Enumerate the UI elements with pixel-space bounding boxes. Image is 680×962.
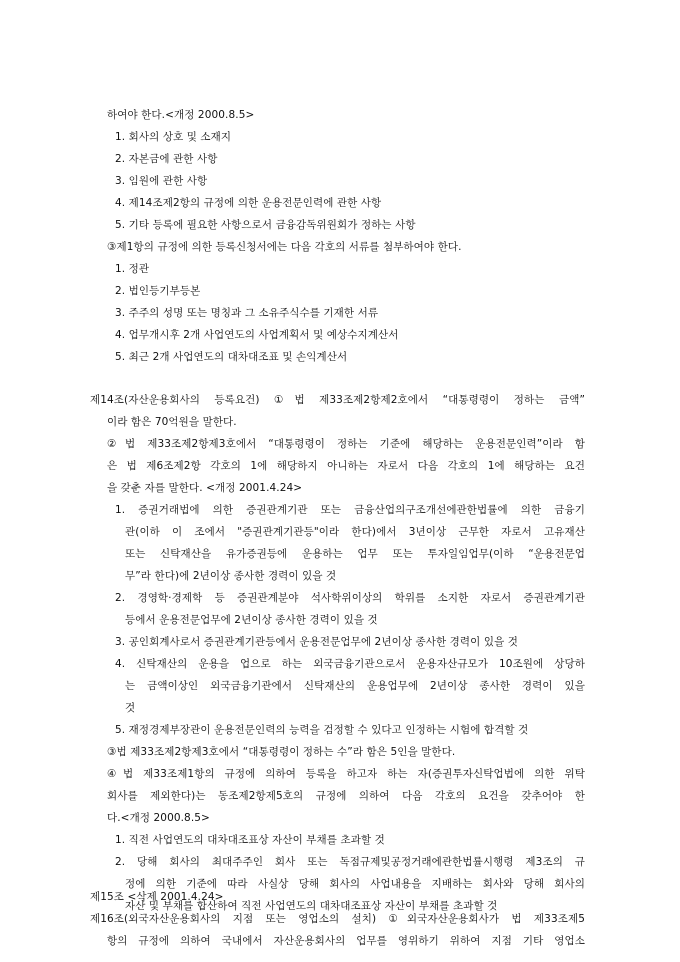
text-line: 관(이하 이 조에서 "증권관계기관등"이라 한다)에서 3년이상 근무한 자로서 고유재산 [125,526,585,538]
list-item: 5. 기타 등록에 필요한 사항으로서 금융감독위원회가 정하는 사항 [115,219,416,231]
list-item: 2. 당해 회사의 최대주주인 회사 또는 독점규제및공정거래에관한법률시행령 제3조의 규 [115,856,585,868]
text-line: 항의 규정에 의하여 국내에서 자산운용회사의 업무를 영위하기 위하여 지점 기타 영업소 [107,935,585,947]
text-line: 을 갖춘 자를 말한다. <개정 2001.4.24> [107,482,303,494]
text-line: 은 법 제6조제2항 각호의 1에 해당하지 아니하는 자로서 다음 각호의 1에 해당하는 요건 [107,460,586,472]
article-16-heading-line: 제16조(외국자산운용회사의 지점 또는 영업소의 설치) ①외국자산운용회사가 법 제33조제5 [90,913,585,925]
list-item: 4. 신탁재산의 운용을 업으로 하는 외국금융기관으로서 운용자산규모가 10조원에 상당하 [115,658,585,670]
list-item: 3. 임원에 관한 사항 [115,175,208,187]
list-item: 4. 제14조제2항의 규정에 의한 운용전문인력에 관한 사항 [115,197,382,209]
list-item: 4. 업무개시후 2개 사업연도의 사업계획서 및 예상수지계산서 [115,329,399,341]
list-item: 1. 회사의 상호 및 소재지 [115,131,232,143]
paragraph-line: ③제1항의 규정에 의한 등록신청서에는 다음 각호의 서류를 첨부하여야 한다. [107,241,462,253]
list-item: 2. 자본금에 관한 사항 [115,153,218,165]
article-15-line: 제15조 <삭제 2001.4.24> [90,891,224,903]
text-line: 무”라 한다)에 2년이상 종사한 경력이 있을 것 [125,570,337,582]
paragraph-line: ②법 제33조제2항제3호에서 “대통령령이 정하는 기준에 해당하는 운용전문인력”이라 함 [107,438,585,450]
list-item: 1. 직전 사업연도의 대차대조표상 자산이 부채를 초과할 것 [115,834,385,846]
list-item: 3. 주주의 성명 또는 명칭과 그 소유주식수를 기재한 서류 [115,307,379,319]
text-line: 하여야 한다.<개정 2000.8.5> [107,109,255,121]
text-line: 것 [125,702,136,714]
text-line: 정에 의한 기준에 따라 사실상 당해 회사의 사업내용을 지배하는 회사와 당해 회사의 [125,878,585,890]
text-line: 다.<개정 2000.8.5> [107,812,210,824]
list-item: 1. 정관 [115,263,150,275]
list-item: 1. 증권거래법에 의한 증권관계기관 또는 금융산업의구조개선에관한법률에 의한 금융기 [115,504,585,516]
list-item: 2. 법인등기부등본 [115,285,201,297]
text-line: 등에서 운용전문업무에 2년이상 종사한 경력이 있을 것 [125,614,378,626]
text-line: 는 금액이상인 외국금융기관에서 신탁재산의 운용업무에 2년이상 종사한 경력이 있을 [125,680,585,692]
list-item: 5. 재정경제부장관이 운용전문인력의 능력을 검정할 수 있다고 인정하는 시험에 합격할 것 [115,724,529,736]
list-item: 3. 공인회계사로서 증권관계기관등에서 운용전문업무에 2년이상 종사한 경력이 있을 것 [115,636,519,648]
text-line: 자산 및 부채를 합산하여 직전 사업연도의 대차대조표상 자산이 부채를 초과할 것 [125,900,498,912]
text-line: 또는 신탁재산을 유가증권등에 운용하는 업무 또는 투자일임업무(이하 “운용전문업 [125,548,585,560]
article-14-heading-line: 제14조(자산운용회사의 등록요건) ①법 제33조제2항제2호에서 “대통령령이 정하는 금액” [90,394,585,406]
paragraph-line: ③법 제33조제2항제3호에서 “대통령령이 정하는 수”라 함은 5인을 말한다. [107,746,456,758]
text-line: 이라 함은 70억원을 말한다. [107,416,237,428]
text-line: 회사를 제외한다)는 동조제2항제5호의 규정에 의하여 다음 각호의 요건을 갖추어야 한 [107,790,585,802]
list-item: 5. 최근 2개 사업연도의 대차대조표 및 손익계산서 [115,351,348,363]
list-item: 2. 경영학·경제학 등 증권관계분야 석사학위이상의 학위를 소지한 자로서 증권관계기관 [115,592,585,604]
paragraph-line: ④법 제33조제1항의 규정에 의하여 등록을 하고자 하는 자(증권투자신탁업법에 의한 위탁 [107,768,585,780]
